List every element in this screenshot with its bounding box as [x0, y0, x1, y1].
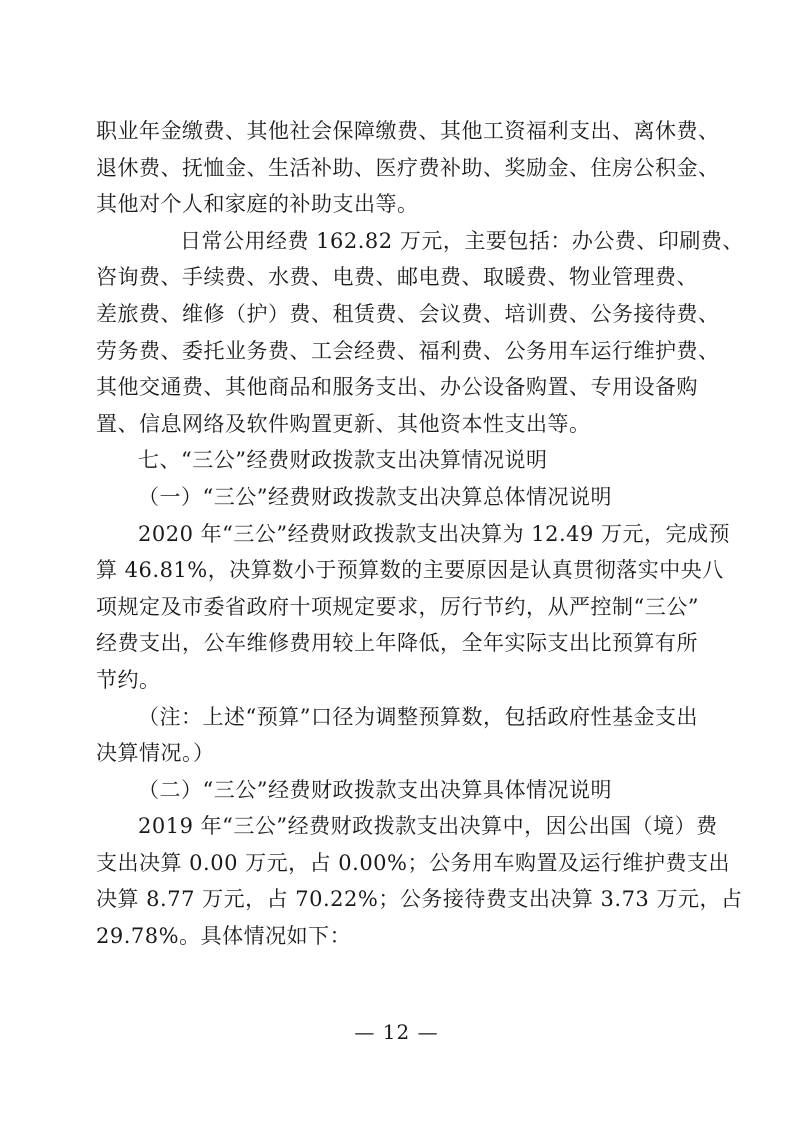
subsection-heading: （二）“三公”经费财政拨款支出决算具体情况说明: [138, 777, 612, 802]
paragraph-line: 差旅费、维修（护）费、租赁费、会议费、培训费、公务接待费、: [96, 301, 720, 326]
body-text: [96, 113, 744, 955]
note-line: （注：上述“预算”口径为调整预算数，包括政府性基金支出: [138, 704, 698, 729]
paragraph-line: 2019 年“三公”经费财政拨款支出决算中，因公出国（境）费: [138, 814, 718, 839]
paragraph-line: 劳务费、委托业务费、工会经费、福利费、公务用车运行维护费、: [96, 338, 720, 363]
paragraph-line: 算 46.81%，决算数小于预算数的主要原因是认真贯彻落实中央八: [96, 558, 724, 583]
paragraph-line: 经费支出，公车维修费用较上年降低，全年实际支出比预算有所: [96, 631, 698, 656]
paragraph-line: 咨询费、手续费、水费、电费、邮电费、取暖费、物业管理费、: [96, 265, 698, 290]
paragraph-line: 项规定及市委省政府十项规定要求，厉行节约，从严控制“三公”: [96, 594, 699, 619]
paragraph-line: 其他交通费、其他商品和服务支出、办公设备购置、专用设备购: [96, 375, 698, 400]
paragraph-line: 其他对个人和家庭的补助支出等。: [96, 192, 419, 217]
paragraph-line: 支出决算 0.00 万元，占 0.00%；公务用车购置及运行维护费支出: [96, 850, 730, 875]
paragraph-line: 退休费、抚恤金、生活补助、医疗费补助、奖励金、住房公积金、: [96, 155, 720, 180]
paragraph-line: 职业年金缴费、其他社会保障缴费、其他工资福利支出、离休费、: [96, 119, 720, 143]
paragraph-line: 置、信息网络及软件购置更新、其他资本性支出等。: [96, 411, 591, 436]
paragraph-line: 2020 年“三公”经费财政拨款支出决算为 12.49 万元，完成预: [138, 521, 731, 546]
paragraph-line: 29.78%。具体情况如下：: [96, 924, 352, 949]
paragraph-line: 决算 8.77 万元，占 70.22%；公务接待费支出决算 3.73 万元，占: [96, 887, 743, 912]
page-number: — 12 —: [354, 1020, 439, 1044]
section-heading: 七、“三公”经费财政拨款支出决算情况说明: [138, 448, 548, 473]
note-line: 决算情况。）: [96, 741, 215, 766]
subsection-heading: （一）“三公”经费财政拨款支出决算总体情况说明: [138, 484, 612, 509]
paragraph-line: 日常公用经费 162.82 万元，主要包括：办公费、印刷费、: [180, 228, 744, 253]
paragraph-line: 节约。: [96, 667, 161, 692]
